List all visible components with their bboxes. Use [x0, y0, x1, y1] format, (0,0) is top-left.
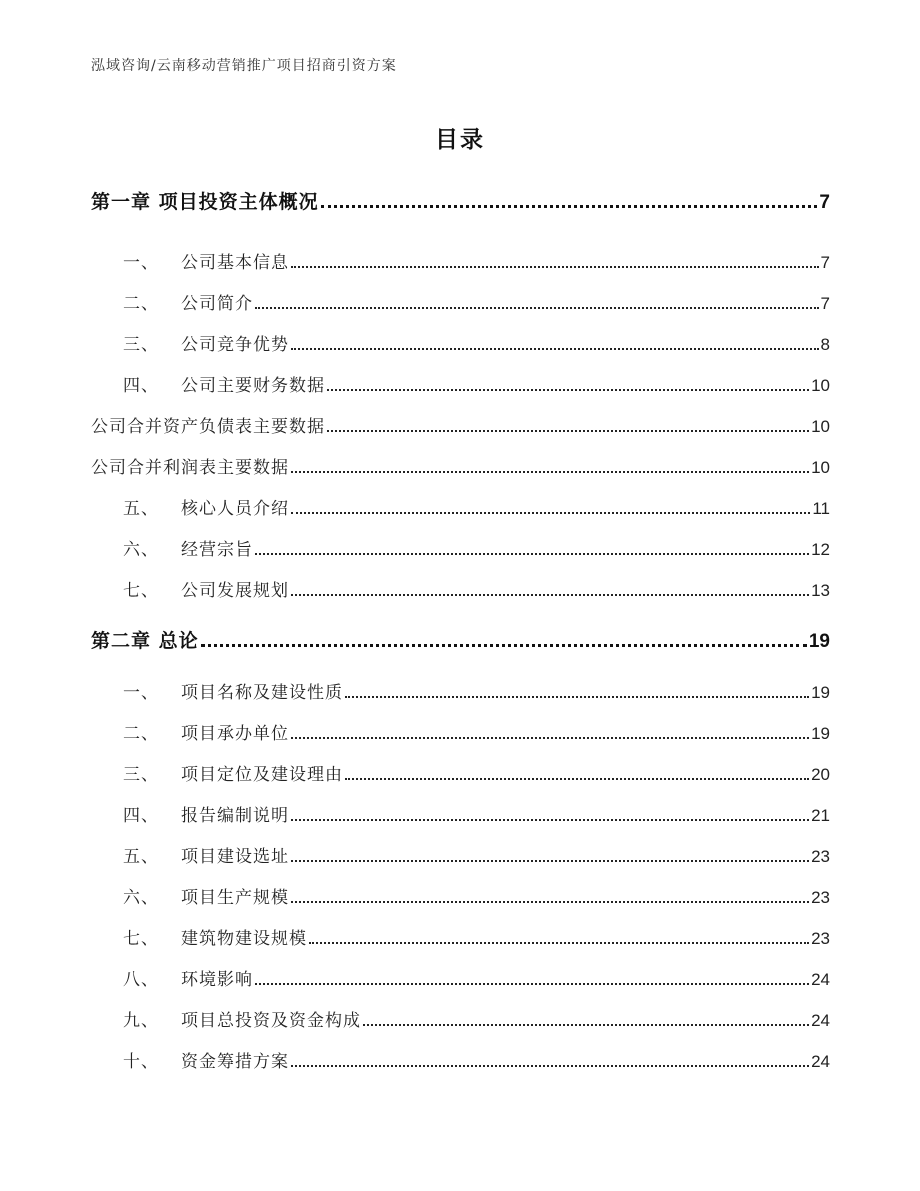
- dot-leader: [291, 1065, 809, 1067]
- toc-entry-text: 建筑物建设规模: [181, 929, 307, 949]
- toc-section-entry[interactable]: [91, 412, 830, 437]
- toc-section-entry[interactable]: [91, 924, 830, 949]
- toc-entry-number: 五、: [123, 499, 159, 519]
- dot-leader: [291, 471, 809, 473]
- toc-entry-number: 一、: [123, 683, 159, 703]
- toc-entry-number: 三、: [123, 765, 159, 785]
- dot-leader: [291, 512, 810, 514]
- toc-entry-number: 五、: [123, 847, 159, 867]
- toc-title: 目录: [435, 127, 485, 153]
- toc-section-entry[interactable]: [91, 883, 830, 908]
- toc-section-entry[interactable]: [91, 842, 830, 867]
- toc-entry-label: [91, 494, 289, 519]
- toc-page-number: 23: [811, 929, 830, 948]
- toc-entry-label: [91, 1047, 289, 1072]
- toc-entry-text: 环境影响: [181, 970, 253, 990]
- dot-leader: [291, 901, 809, 903]
- toc-section-entry[interactable]: [91, 330, 830, 355]
- toc-entry-number: 七、: [123, 581, 159, 601]
- toc-entry-label: [91, 412, 325, 437]
- toc-page-number: 13: [811, 581, 830, 600]
- dot-leader: [291, 266, 819, 268]
- toc-section-entry[interactable]: [91, 494, 830, 519]
- toc-section-entry[interactable]: [91, 371, 830, 396]
- toc-page-number: 8: [820, 335, 830, 354]
- toc-entry-number: 九、: [123, 1011, 159, 1031]
- toc-entry-text: 公司主要财务数据: [181, 376, 325, 396]
- toc-entry-label: [91, 678, 343, 703]
- toc-page-number: 10: [811, 376, 830, 395]
- toc-chapter-entry[interactable]: [91, 626, 830, 653]
- dot-leader: [291, 348, 819, 350]
- toc-entry-number: 四、: [123, 806, 159, 826]
- toc-page-number: 21: [811, 806, 830, 825]
- toc-section-entry[interactable]: [91, 1006, 830, 1031]
- toc-page-number: 10: [811, 417, 830, 436]
- toc-entry-number: 一、: [123, 253, 159, 273]
- dot-leader: [255, 553, 809, 555]
- toc-entry-label: [91, 801, 289, 826]
- toc-entry-text: 公司基本信息: [181, 253, 289, 273]
- toc-entry-text: 公司合并资产负债表主要数据: [91, 417, 325, 437]
- toc-page-number: 24: [811, 970, 830, 989]
- toc-entry-text: 公司合并利润表主要数据: [91, 458, 289, 478]
- toc-entry-number: 八、: [123, 970, 159, 990]
- toc-entry-label: [91, 719, 289, 744]
- dot-leader: [201, 644, 807, 647]
- toc-section-entry[interactable]: [91, 453, 830, 478]
- toc-entry-text: 资金筹措方案: [181, 1052, 289, 1072]
- toc-page-number: 23: [811, 888, 830, 907]
- toc-entry-number: 六、: [123, 540, 159, 560]
- toc-page-number: 7: [819, 192, 830, 213]
- dot-leader: [321, 205, 818, 208]
- toc-chapter-entry[interactable]: [91, 187, 830, 214]
- toc-entry-label: [91, 330, 289, 355]
- toc-section-entry[interactable]: [91, 678, 830, 703]
- toc-entry-label: [91, 187, 319, 214]
- toc-page-number: 20: [811, 765, 830, 784]
- toc-section-entry[interactable]: [91, 760, 830, 785]
- toc-section-entry[interactable]: [91, 289, 830, 314]
- toc-entry-number: 三、: [123, 335, 159, 355]
- toc-page-number: 19: [811, 724, 830, 743]
- dot-leader: [291, 860, 809, 862]
- dot-leader: [255, 983, 809, 985]
- dot-leader: [363, 1024, 809, 1026]
- toc-entry-label: [91, 1006, 361, 1031]
- toc-entry-label: [91, 965, 253, 990]
- toc-page-number: 24: [811, 1052, 830, 1071]
- toc-entry-text: 项目建设选址: [181, 847, 289, 867]
- toc-entry-number: 十、: [123, 1052, 159, 1072]
- dot-leader: [291, 594, 809, 596]
- toc-entry-label: [91, 883, 289, 908]
- toc-page-number: 24: [811, 1011, 830, 1030]
- toc-section-entry[interactable]: [91, 1047, 830, 1072]
- toc-entry-text: 公司发展规划: [181, 581, 289, 601]
- toc-entry-text: 第二章 总论: [91, 630, 199, 652]
- toc-entry-text: 项目总投资及资金构成: [181, 1011, 361, 1031]
- toc-section-entry[interactable]: [91, 248, 830, 273]
- toc-page-number: 11: [812, 499, 830, 518]
- toc-entry-number: 二、: [123, 724, 159, 744]
- toc-entry-label: [91, 453, 289, 478]
- toc-page-number: 19: [808, 631, 830, 652]
- toc-entry-text: 公司竞争优势: [181, 335, 289, 355]
- toc-entry-number: 四、: [123, 376, 159, 396]
- toc-entry-text: 核心人员介绍: [181, 499, 289, 519]
- toc-entry-number: 七、: [123, 929, 159, 949]
- toc-entry-text: 第一章 项目投资主体概况: [91, 191, 319, 213]
- toc-page-number: 7: [820, 294, 830, 313]
- toc-entry-label: [91, 760, 343, 785]
- dot-leader: [327, 430, 809, 432]
- toc-section-entry[interactable]: [91, 801, 830, 826]
- toc-page-number: 10: [811, 458, 830, 477]
- dot-leader: [255, 307, 819, 309]
- toc-entry-label: [91, 535, 253, 560]
- dot-leader: [291, 737, 809, 739]
- toc-entry-number: 二、: [123, 294, 159, 314]
- toc-page-number: 19: [811, 683, 830, 702]
- dot-leader: [309, 942, 809, 944]
- dot-leader: [345, 696, 809, 698]
- toc-entry-text: 项目定位及建设理由: [181, 765, 343, 785]
- toc-entry-text: 公司简介: [181, 294, 253, 314]
- toc-entry-label: [91, 842, 289, 867]
- toc-entry-text: 经营宗旨: [181, 540, 253, 560]
- toc-section-entry[interactable]: [91, 719, 830, 744]
- toc-entry-text: 项目名称及建设性质: [181, 683, 343, 703]
- toc-entry-label: [91, 289, 253, 314]
- toc-section-entry[interactable]: [91, 965, 830, 990]
- toc-entry-label: [91, 371, 325, 396]
- toc-section-entry[interactable]: [91, 576, 830, 601]
- toc-section-entry[interactable]: [91, 535, 830, 560]
- toc-entry-label: [91, 626, 199, 653]
- toc-page-number: 23: [811, 847, 830, 866]
- dot-leader: [291, 819, 809, 821]
- toc-entry-label: [91, 924, 307, 949]
- toc-entry-text: 项目生产规模: [181, 888, 289, 908]
- toc-entry-label: [91, 576, 289, 601]
- toc-entry-label: [91, 248, 289, 273]
- running-header: 泓域咨询/云南移动营销推广项目招商引资方案: [91, 58, 397, 74]
- toc-entry-text: 报告编制说明: [181, 806, 289, 826]
- dot-leader: [327, 389, 809, 391]
- toc-page-number: 7: [820, 253, 830, 272]
- toc-entry-number: 六、: [123, 888, 159, 908]
- toc-entry-text: 项目承办单位: [181, 724, 289, 744]
- toc-page-number: 12: [811, 540, 830, 559]
- dot-leader: [345, 778, 809, 780]
